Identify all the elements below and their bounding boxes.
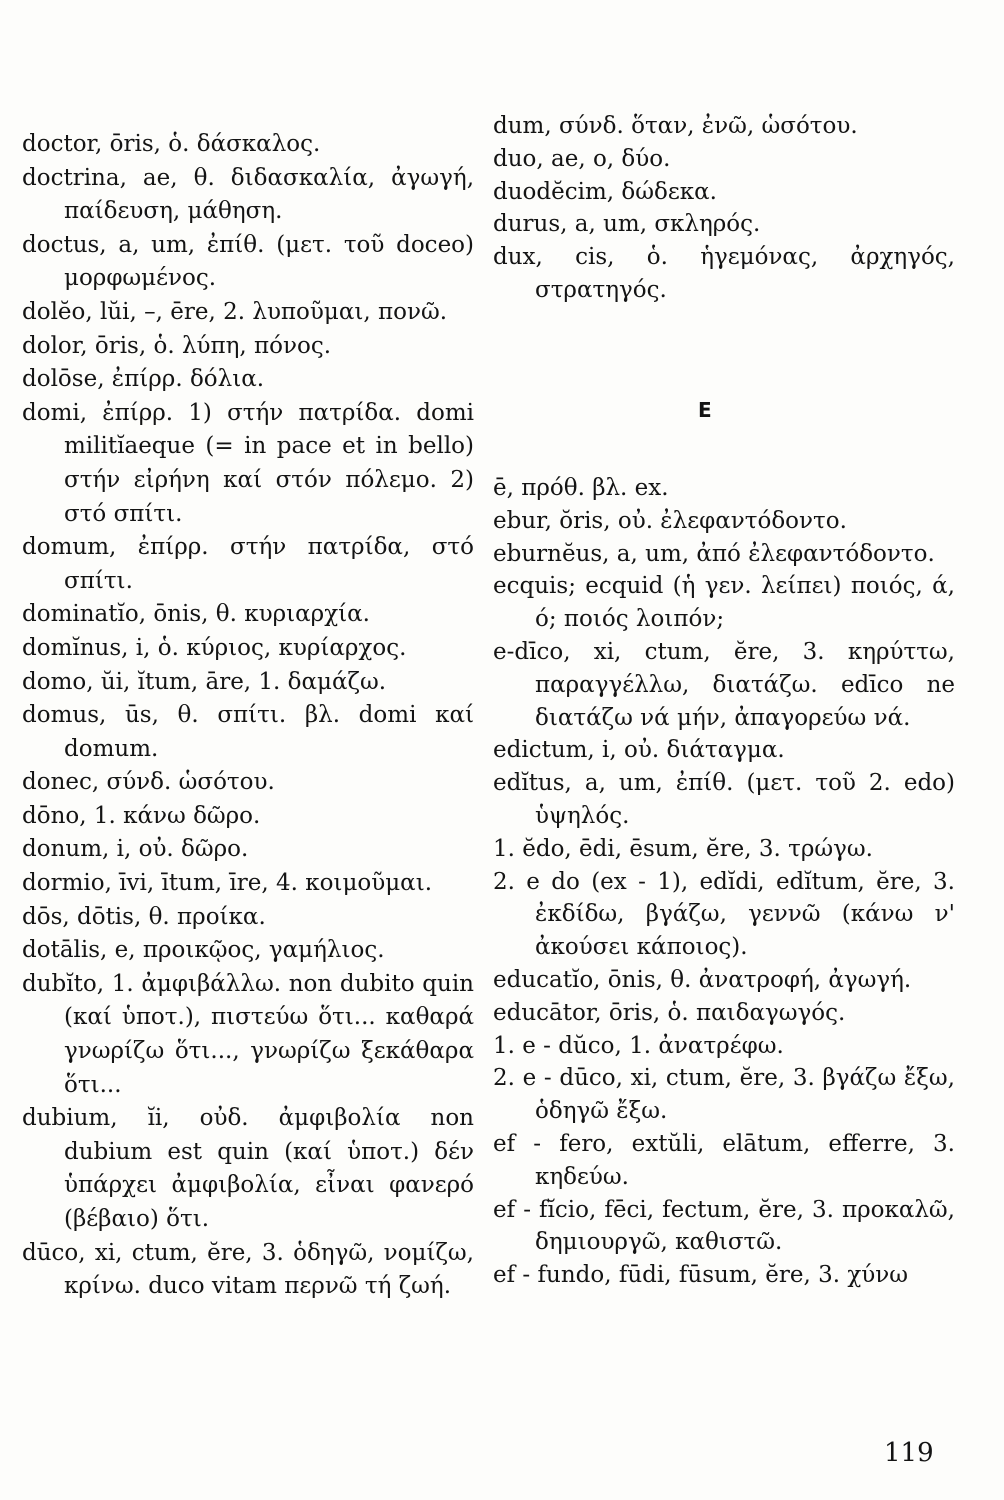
entry-effundo: ef - fundo, fūdi, fūsum, ĕre, 3. χύνω bbox=[493, 1262, 908, 1289]
entry-donec: donec, σύνδ. ὡσότου. bbox=[22, 769, 275, 796]
entry-ebur: ebur, ŏris, οὐ. ἐλεφαντόδοντο. bbox=[493, 507, 847, 534]
entry-domus: domus, ūs, θ. σπίτι. βλ. domi καί domum. bbox=[22, 702, 474, 762]
entry-dolor: dolor, ōris, ὁ. λύπη, πόνος. bbox=[22, 332, 332, 359]
entry-dos: dōs, dōtis, θ. προίκα. bbox=[22, 903, 266, 930]
entry-dotalis: dotālis, e, προικῷος, γαμήλιος. bbox=[22, 937, 385, 964]
entry-dominatio: dominatĭo, ōnis, θ. κυριαρχία. bbox=[22, 601, 370, 628]
entry-domo: domo, ŭi, ĭtum, āre, 1. δαμάζω. bbox=[22, 668, 387, 695]
entry-ecquis: ecquis; ecquid (ἡ γεν. λείπει) ποιός, ά, ό; ποιός λοιπόν; bbox=[493, 573, 955, 633]
entry-eburneus: eburnĕus, a, um, ἀπό ἐλεφαντόδοντο. bbox=[493, 540, 935, 567]
entry-edictum: edictum, i, οὐ. διάταγμα. bbox=[493, 737, 785, 764]
entry-dono: dōno, 1. κάνω δῶρο. bbox=[22, 802, 261, 829]
entry-editus: edĭtus, a, um, ἐπίθ. (μετ. τοῦ 2. edo) ὑψηλός. bbox=[493, 770, 955, 829]
entry-domum: domum, ἐπίρρ. στήν πατρίδα, στό σπίτι. bbox=[22, 534, 474, 594]
entry-effero: ef - fero, extŭli, elātum, efferre, 3. κηδεύω. bbox=[493, 1130, 955, 1190]
section-letter-heading: E bbox=[698, 398, 713, 422]
entry-doctrina: doctrina, ae, θ. διδασκαλία, ἀγωγή, παίδευση, μάθηση. bbox=[22, 164, 474, 225]
entry-doctor: doctor, ōris, ὁ. δάσκαλος. bbox=[22, 131, 321, 157]
entry-duco: dūco, xi, ctum, ĕre, 3. ὁδηγῶ, νομίζω, κρίνω. duco vitam περνῶ τή ζωή. bbox=[22, 1239, 474, 1300]
entry-efficio: ef - fĭcio, fēci, fectum, ĕre, 3. προκαλῶ, δημιουργῶ, καθιστῶ. bbox=[493, 1196, 955, 1256]
entry-doleo: dolĕo, lŭi, –, ēre, 2. λυποῦμαι, πονῶ. bbox=[22, 298, 448, 325]
entry-dum: dum, σύνδ. ὅταν, ἐνῶ, ὡσότου. bbox=[493, 113, 858, 139]
entry-durus: durus, a, um, σκληρός. bbox=[493, 211, 761, 238]
entry-educo-1: 1. e - dŭco, 1. ἀνατρέφω. bbox=[493, 1032, 784, 1059]
entry-dolose: dolōse, ἐπίρρ. δόλια. bbox=[22, 366, 265, 393]
entry-dominus: domĭnus, i, ὁ. κύριος, κυρίαρχος. bbox=[22, 634, 407, 661]
entry-e: ē, πρόθ. βλ. ex. bbox=[493, 475, 669, 501]
entry-educatio: educatĭo, ōnis, θ. ἀνατροφή, ἀγωγή. bbox=[493, 966, 912, 993]
entry-educo-2: 2. e - dūco, xi, ctum, ĕre, 3. βγάζω ἔξω, ὁδηγῶ ἔξω. bbox=[493, 1065, 955, 1125]
entry-dubium: dubium, ĭi, οὐδ. ἀμφιβολία non dubium est quin (καί ὑποτ.) δέν ὑπάρχει ἀμφιβολία, εἶναι φανερό (βέβαιο) ὅτι. bbox=[22, 1105, 474, 1232]
entry-educator: educātor, ōris, ὁ. παιδαγωγός. bbox=[493, 999, 846, 1026]
d-entries-continued bbox=[493, 110, 955, 307]
entry-dux: dux, cis, ὁ. ἡγεμόνας, ἀρχηγός, στρατηγός. bbox=[493, 244, 955, 303]
page-number: 119 bbox=[884, 1438, 934, 1468]
left-column bbox=[22, 128, 474, 1304]
entry-duo: duo, ae, o, δύο. bbox=[493, 145, 671, 172]
entry-edico: e-dīco, xi, ctum, ĕre, 3. κηρύττω, παραγγέλλω, διατάζω. edīco ne διατάζω νά μήν, ἀπαγορεύω νά. bbox=[493, 638, 955, 731]
entry-doctus: doctus, a, um, ἐπίθ. (μετ. τοῦ doceo) μορφωμένος. bbox=[22, 231, 474, 292]
e-entries bbox=[493, 472, 955, 1292]
entry-donum: donum, i, οὐ. δῶρο. bbox=[22, 836, 249, 863]
entry-dubito: dubĭto, 1. ἀμφιβάλλω. non dubito quin (καί ὑποτ.), πιστεύω ὅτι... καθαρά γνωρίζω ὅτι..., γνωρίζω ξεκάθαρα ὅτι... bbox=[22, 970, 474, 1098]
entry-edo-1: 1. ĕdo, ēdi, ēsum, ĕre, 3. τρώγω. bbox=[493, 835, 873, 862]
entry-duodecim: duodĕcim, δώδεκα. bbox=[493, 178, 717, 205]
entry-dormio: dormio, īvi, ītum, īre, 4. κοιμοῦμαι. bbox=[22, 870, 433, 897]
entry-domi: domi, ἐπίρρ. 1) στήν πατρίδα. domi militĭaeque (= in pace et in bello) στήν εἰρήνη καί στόν πόλεμο. 2) στό σπίτι. bbox=[22, 399, 474, 527]
entry-edo-2: 2. e do (ex - 1), edĭdi, edĭtum, ĕre, 3. ἐκδίδω, βγάζω, γεννῶ (κάνω ν' ἀκούσει κάποιος). bbox=[493, 868, 955, 961]
